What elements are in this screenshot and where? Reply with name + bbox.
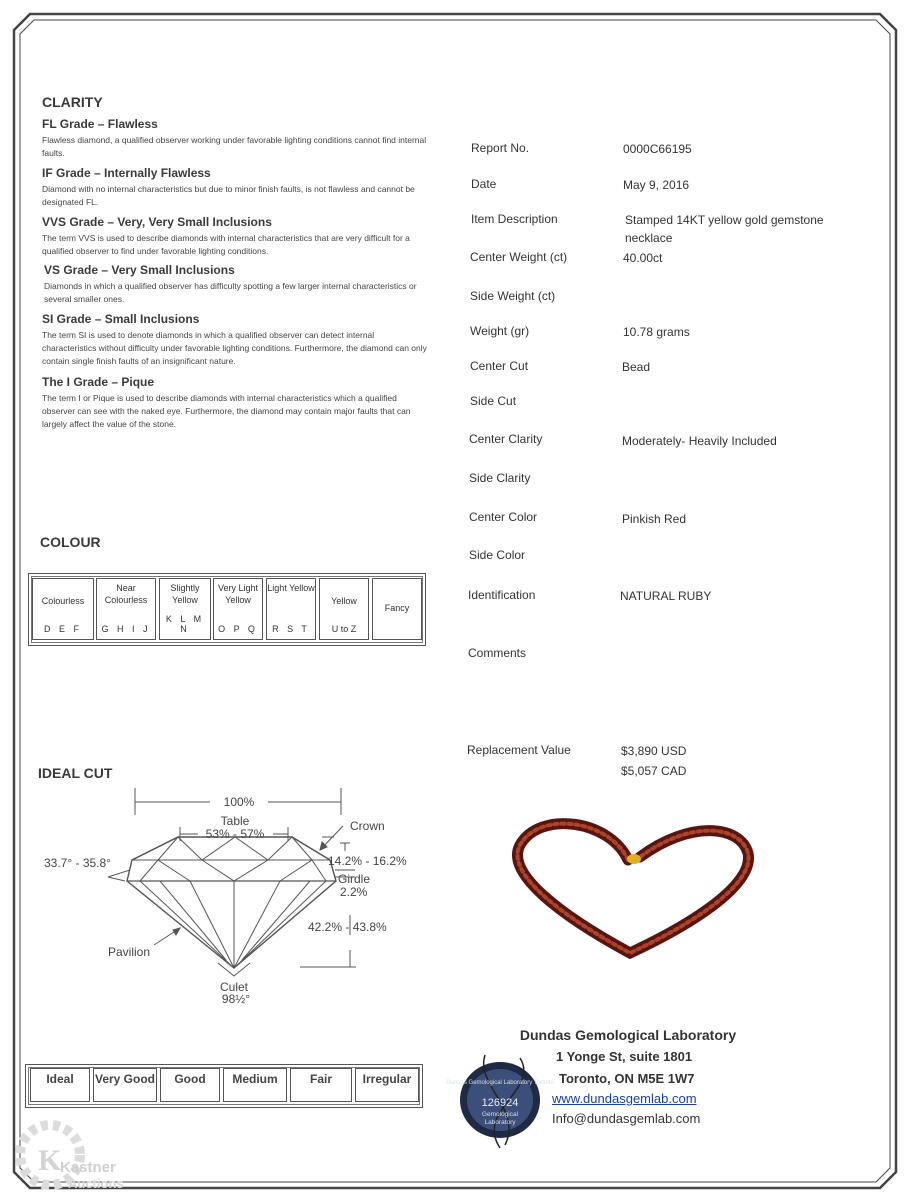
report-label: Item Description — [471, 212, 558, 226]
lab-email: Info@dundasgemlab.com — [552, 1111, 701, 1126]
hologram-seal-icon — [445, 1050, 555, 1150]
colour-scale — [28, 573, 426, 646]
grade-title: IF Grade – Internally Flawless — [42, 166, 211, 180]
necklace-photo — [500, 815, 760, 965]
clarity-grade-vs — [44, 263, 429, 306]
colour-name: Near Colourless — [104, 583, 148, 605]
colour-name: Light Yellow — [267, 583, 315, 593]
crown-label: Crown — [350, 819, 385, 833]
colour-name: Very Light Yellow — [217, 583, 259, 605]
colour-name: Colourless — [41, 596, 85, 606]
grade-description: Diamond with no internal characteristics but due to minor finish faults, is not flawless and cannot be designated FL. — [42, 184, 415, 207]
pavilion-label: Pavilion — [108, 945, 151, 959]
cut-grade-scale — [25, 1064, 423, 1108]
clarity-heading: CLARITY — [42, 94, 103, 110]
culet-label: Culet — [219, 980, 249, 994]
colour-letters: K L M N — [165, 614, 205, 634]
ideal-cut-heading: IDEAL CUT — [38, 765, 113, 781]
colour-heading: COLOUR — [40, 534, 101, 550]
colour-box — [32, 578, 94, 640]
grade-title: FL Grade – Flawless — [42, 117, 158, 131]
report-value: Stamped 14KT yellow gold gemstone necklace — [625, 213, 824, 245]
watermark-line1: Kastner — [60, 1159, 116, 1176]
seal-number: 126924 — [481, 1097, 519, 1109]
colour-letters: O P Q — [218, 624, 258, 634]
pavilion-depth-label: 42.2% - 43.8% — [308, 920, 387, 934]
report-value: Bead — [622, 360, 651, 374]
report-value: 10.78 grams — [623, 325, 690, 339]
clarity-grade-if — [42, 166, 427, 209]
grade-title: The I Grade – Pique — [42, 375, 155, 389]
replacement-label: Replacement Value — [467, 743, 571, 757]
cut-grade-box: Good — [160, 1068, 220, 1102]
report-value: May 9, 2016 — [623, 178, 690, 192]
cut-grade-box: Irregular — [355, 1068, 419, 1102]
report-label: Side Cut — [470, 394, 517, 408]
svg-text:K: K — [38, 1144, 62, 1177]
clarity-grade-vvs — [42, 215, 427, 258]
report-label: Weight (gr) — [470, 324, 530, 338]
report-label: Center Color — [469, 510, 538, 524]
report-label: Side Weight (ct) — [470, 289, 556, 303]
grade-description: The term I or Pique is used to describe diamonds with internal characteristics which a qualified observer can see with the naked eye. Furthermore, the diamond may contain major faults that can largely affect the value of the stone. — [42, 393, 411, 429]
report-label: Identification — [468, 588, 536, 602]
report-label: Side Clarity — [469, 471, 531, 485]
report-value: 40.00ct — [623, 251, 663, 265]
colour-letters: U to Z — [331, 624, 357, 634]
colour-letters: R S T — [272, 624, 310, 634]
seal-bottom-text: Laboratory — [484, 1119, 516, 1126]
grade-title: VVS Grade – Very, Very Small Inclusions — [42, 215, 272, 229]
colour-box — [159, 578, 211, 640]
girdle-value-label: 2.2% — [340, 885, 368, 899]
lab-website-link[interactable]: www.dundasgemlab.com — [552, 1091, 697, 1106]
report-value: Moderately- Heavily Included — [622, 434, 777, 448]
colour-name: Yellow — [331, 596, 357, 606]
table-range-label: 53% - 57% — [205, 827, 265, 841]
crown-angle-label: 33.7° - 35.8° — [44, 856, 111, 870]
crown-height-label: 14.2% - 16.2% — [328, 854, 407, 868]
girdle-label: Girdle — [338, 872, 371, 886]
report-label: Side Color — [469, 548, 526, 562]
clarity-grade-i — [42, 375, 427, 431]
report-label: Center Cut — [470, 359, 529, 373]
colour-box — [319, 578, 369, 640]
seal-bottom-text: Gemological — [481, 1111, 519, 1118]
replacement-cad: $5,057 CAD — [621, 764, 687, 778]
cut-grade-box: Very Good — [93, 1068, 157, 1102]
diamond-diagram — [30, 785, 430, 1010]
clarity-grade-si — [42, 312, 427, 368]
colour-letters: G H I J — [101, 624, 151, 634]
table-label: Table — [220, 814, 250, 828]
report-label: Report No. — [471, 141, 530, 155]
colour-box — [96, 578, 156, 640]
kastner-auctions-logo — [10, 1110, 150, 1195]
grade-description: The term VVS is used to describe diamonds with internal characteristics that are very difficult for a qualified observer to find under favorable lighting conditions. — [42, 233, 410, 256]
colour-letters: D E F — [43, 624, 82, 634]
lab-address-line2: Toronto, ON M5E 1W7 — [559, 1071, 695, 1086]
grade-title: SI Grade – Small Inclusions — [42, 312, 200, 326]
colour-box — [213, 578, 263, 640]
cut-grade-box: Medium — [223, 1068, 287, 1102]
seal-top-text: Dundas Gemological Laboratory Toronto — [446, 1080, 554, 1086]
report-label: Comments — [468, 646, 527, 660]
colour-box — [266, 578, 316, 640]
report-label: Date — [471, 177, 497, 191]
grade-description: The term SI is used to denote diamonds in which a qualified observer can detect internal characteristics without difficulty under favorable lighting conditions. Furthermore, the diamond can only contain single finish faults of an insignificant nature. — [42, 330, 427, 366]
grade-description: Flawless diamond, a qualified observer working under favorable lighting conditions cannot find internal faults. — [42, 135, 427, 158]
cut-grade-box: Fair — [290, 1068, 352, 1102]
report-value: 0000C66195 — [623, 142, 692, 156]
report-value: Pinkish Red — [622, 512, 687, 526]
clarity-grade-fl — [42, 117, 427, 160]
cut-grade-box: Ideal — [30, 1068, 90, 1102]
report-label: Center Clarity — [469, 432, 543, 446]
width-label: 100% — [223, 795, 255, 809]
replacement-usd: $3,890 USD — [621, 744, 687, 758]
lab-address-line1: 1 Yonge St, suite 1801 — [556, 1049, 693, 1064]
culet-angle-label: 98½° — [221, 992, 251, 1006]
report-value: NATURAL RUBY — [620, 589, 712, 603]
grade-title: VS Grade – Very Small Inclusions — [44, 263, 235, 277]
colour-name: Fancy — [384, 603, 410, 613]
colour-name: Slightly Yellow — [170, 583, 200, 605]
grade-description: Diamonds in which a qualified observer has difficulty spotting a few larger internal characteristics or several smaller ones. — [44, 281, 417, 304]
colour-box — [372, 578, 422, 640]
report-label: Center Weight (ct) — [470, 250, 568, 264]
watermark-line2: Auctions — [68, 1176, 124, 1191]
lab-name: Dundas Gemological Laboratory — [519, 1027, 737, 1043]
